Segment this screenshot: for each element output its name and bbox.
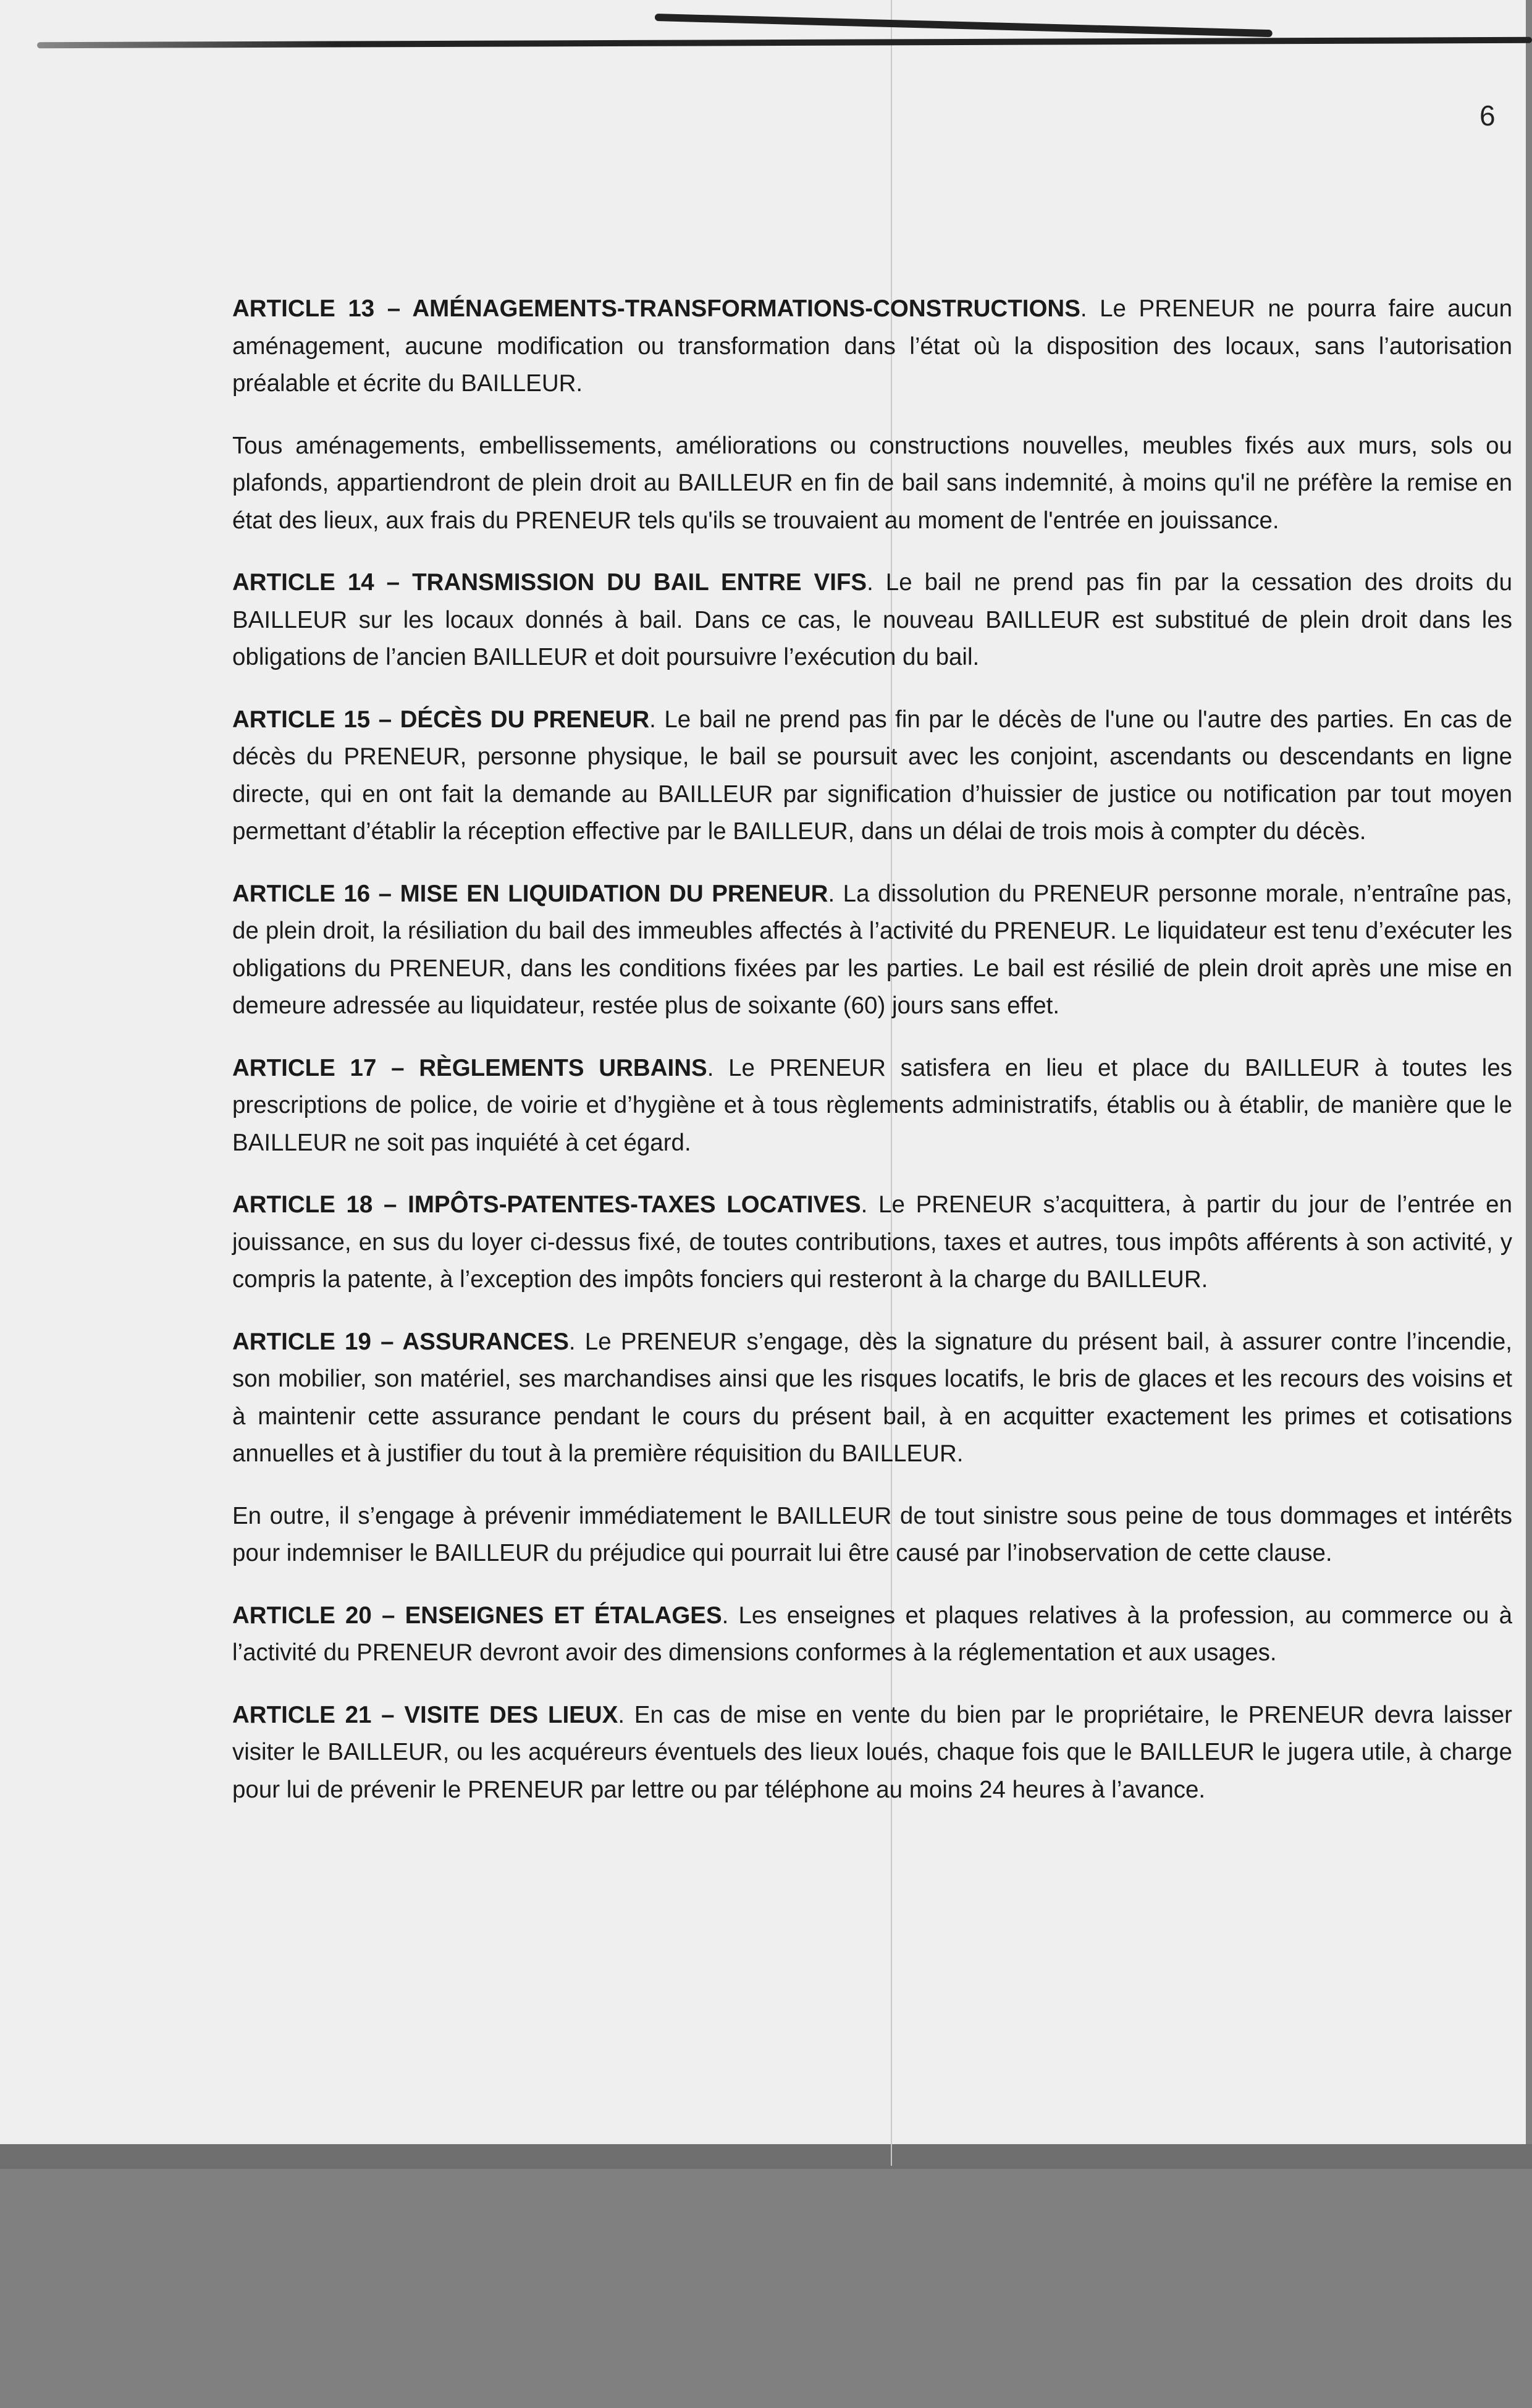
article-body: . Le PRENEUR ne pourra faire aucun aménagement, aucune modification ou transformation dans l’état où la disposition des locaux, sans l’autorisation préalable et écrite du BAILLEUR.: [232, 295, 1513, 397]
article-13-paragraph-2: [232, 428, 1512, 540]
article-body: . Le bail ne prend pas fin par la cessation des droits du BAILLEUR sur les locaux donnés à bail. Dans ce cas, le nouveau BAILLEUR est substitué de plein droit dans les obligations de l’ancien BAILLEUR et doit poursuivre l’exécution du bail.: [232, 569, 1512, 670]
article-body: En outre, il s’engage à prévenir immédiatement le BAILLEUR de tout sinistre sous peine de tous dommages et intérêts pour indemniser le BAILLEUR du préjudice qui pourrait lui être causé par l’inobservation de cette clause.: [232, 1502, 1512, 1566]
article-body: . Les enseignes et plaques relatives à la profession, au commerce ou à l’activité du PRENEUR devront avoir des dimensions conformes à la réglementation et aux usages.: [232, 1602, 1512, 1666]
article-body: . Le bail ne prend pas fin par le décès de l'une ou l'autre des parties. En cas de décès du PRENEUR, personne physique, le bail se poursuit avec les conjoint, ascendants ou descendants en ligne directe, qui en ont fait la demande au BAILLEUR par signification d’huissier de justice ou notification par tout moyen permettant d’établir la réception effective par le BAILLEUR, dans un délai de trois mois à compter du décès.: [232, 706, 1512, 845]
article-heading: ARTICLE 17 – RÈGLEMENTS URBAINS: [232, 1054, 707, 1081]
article-heading: ARTICLE 15 – DÉCÈS DU PRENEUR: [232, 706, 650, 733]
article-13: [232, 290, 1512, 403]
article-16: [232, 876, 1512, 1025]
article-17: [232, 1050, 1512, 1162]
scanner-shadow-band: [0, 2144, 1532, 2169]
article-heading: ARTICLE 19 – ASSURANCES: [232, 1328, 569, 1355]
article-body: Tous aménagements, embellissements, améliorations ou constructions nouvelles, meubles fixés aux murs, sols ou plafonds, appartiendront de plein droit au BAILLEUR en fin de bail sans indemnité, à moins qu'il ne préfère la remise en état des lieux, aux frais du PRENEUR tels qu'ils se trouvaient au moment de l'entrée en jouissance.: [232, 432, 1512, 534]
article-heading: ARTICLE 13 – AMÉNAGEMENTS-TRANSFORMATIONS-CONSTRUCTIONS: [232, 295, 1080, 322]
article-body: . La dissolution du PRENEUR personne morale, n’entraîne pas, de plein droit, la résiliation du bail des immeubles affectés à l’activité du PRENEUR. Le liquidateur est tenu d’exécuter les obligations du PRENEUR, dans les conditions fixées par les parties. Le bail est résilié de plein droit après une mise en demeure adressée au liquidateur, restée plus de soixante (60) jours sans effet.: [232, 880, 1512, 1019]
article-21: [232, 1697, 1512, 1809]
article-heading: ARTICLE 21 – VISITE DES LIEUX: [232, 1701, 618, 1728]
article-18: [232, 1186, 1512, 1299]
article-19-paragraph-2: [232, 1498, 1512, 1573]
article-heading: ARTICLE 18 – IMPÔTS-PATENTES-TAXES LOCATIVES: [232, 1191, 861, 1218]
article-body: . En cas de mise en vente du bien par le propriétaire, le PRENEUR devra laisser visiter le BAILLEUR, ou les acquéreurs éventuels des lieux loués, chaque fois que le BAILLEUR le jugera utile, à charge pour lui de prévenir le PRENEUR par lettre ou par téléphone au moins 24 heures à l’avance.: [232, 1701, 1512, 1803]
article-heading: ARTICLE 16 – MISE EN LIQUIDATION DU PRENEUR: [232, 880, 828, 907]
article-heading: ARTICLE 20 – ENSEIGNES ET ÉTALAGES: [232, 1602, 722, 1629]
article-20: [232, 1597, 1512, 1672]
article-heading: ARTICLE 14 – TRANSMISSION DU BAIL ENTRE VIFS: [232, 569, 867, 596]
article-19: [232, 1324, 1512, 1473]
article-body: . Le PRENEUR s’acquittera, à partir du jour de l’entrée en jouissance, en sus du loyer ci-dessus fixé, de toutes contributions, taxes et autres, tous impôts afférents à son activité, y compris la patente, à l’exception des impôts fonciers qui resteront à la charge du BAILLEUR.: [232, 1191, 1512, 1293]
article-14: [232, 564, 1512, 677]
article-body: . Le PRENEUR s’engage, dès la signature du présent bail, à assurer contre l’incendie, son mobilier, son matériel, ses marchandises ainsi que les risques locatifs, le bris de glaces et les recours des voisins et à maintenir cette assurance pendant le cours du présent bail, à en acquitter exactement les primes et cotisations annuelles et à justifier du tout à la première réquisition du BAILLEUR.: [232, 1328, 1512, 1467]
lease-articles: [232, 290, 1512, 1833]
page-number: 6: [1479, 99, 1496, 132]
article-body: . Le PRENEUR satisfera en lieu et place du BAILLEUR à toutes les prescriptions de police, de voirie et d’hygiène et à tous règlements administratifs, établis ou à établir, de manière que le BAILLEUR ne soit pas inquiété à cet égard.: [232, 1054, 1512, 1156]
article-15: [232, 701, 1512, 851]
